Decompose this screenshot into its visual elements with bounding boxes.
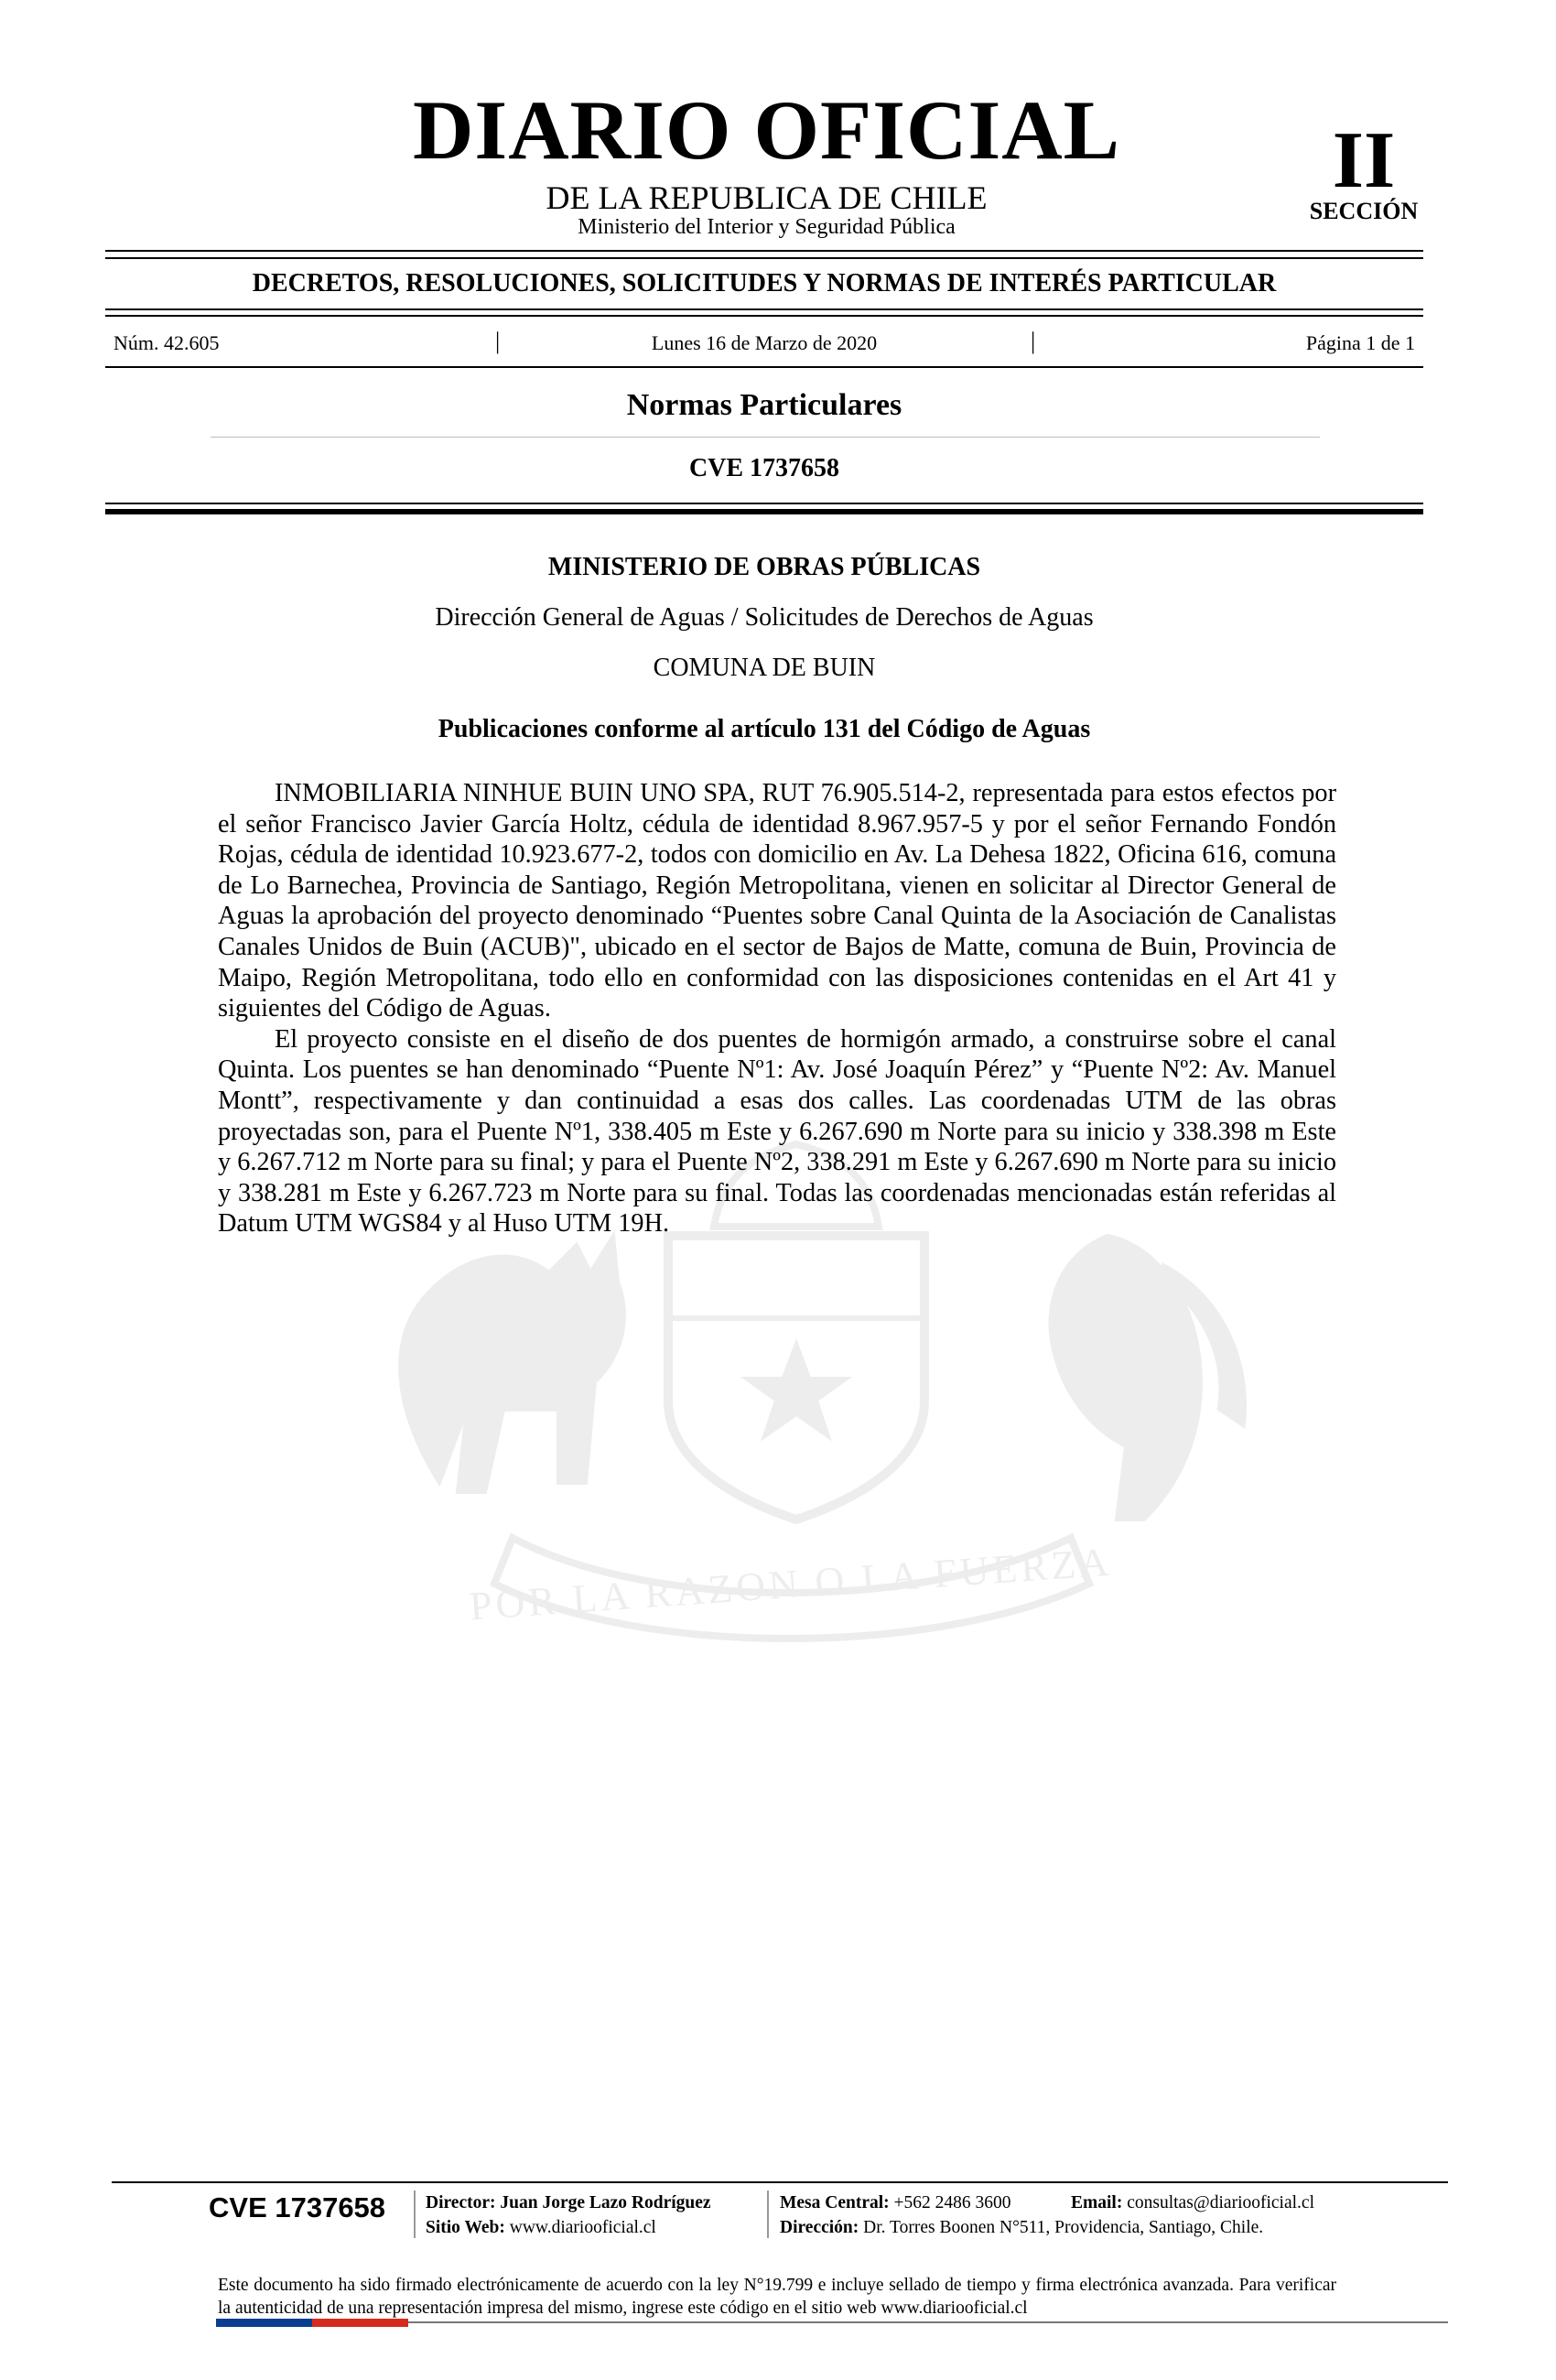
footer-site: [426, 2219, 656, 2237]
footer-divider: [767, 2191, 769, 2238]
flag-bar-blue: [216, 2319, 312, 2327]
section-title-rule: [211, 437, 1320, 438]
footer-top-rule: [112, 2181, 1448, 2183]
ministry-heading: MINISTERIO DE OBRAS PÚBLICAS: [547, 553, 981, 581]
phone-label: Mesa Central:: [780, 2193, 890, 2212]
flag-bar-red: [312, 2319, 408, 2327]
banner-rule-1: [105, 308, 1423, 310]
director-label: Director:: [426, 2193, 496, 2212]
banner-rule-2: [105, 315, 1423, 317]
email-label: Email:: [1071, 2193, 1123, 2212]
masthead-rule-2: [105, 257, 1423, 259]
signature-note: Este documento ha sido firmado electrónicamente de acuerdo con la ley N°19.799 e incluye sellado de tiempo y firma electrónica avanzada. Para verificar la autenticidad de una representación impresa del mismo, ingrese este código en el sitio web www.diariooficial.cl: [218, 2276, 1336, 2318]
masthead-title: DIARIO OFICIAL: [412, 83, 1121, 177]
footer-director: [426, 2194, 711, 2212]
header-rule-thick: [105, 509, 1423, 514]
footer-phone: [780, 2194, 1011, 2212]
address-label: Dirección:: [780, 2218, 859, 2237]
meta-separator: |: [1031, 328, 1036, 354]
section-banner: DECRETOS, RESOLUCIONES, SOLICITUDES Y NORMAS DE INTERÉS PARTICULAR: [252, 269, 1277, 298]
director-name: Juan Jorge Lazo Rodríguez: [500, 2193, 711, 2212]
footer-address: [780, 2219, 1263, 2237]
footer-divider: [414, 2191, 416, 2238]
body-paragraph-2: El proyecto consiste en el diseño de dos puentes de hormigón armado, a construirse sobre el canal Quinta. Los puentes se han denominado “Puente Nº1: Av. José Joaquín Pérez” y “Puente Nº2: Av. Manuel Montt”, respectivamente y dan continuidad a esas dos calles. Las coordenadas UTM de las obras proyectadas son, para el Puente Nº1, 338.405 m Este y 6.267.690 m Norte para su inicio y 338.398 m Este y 6.267.712 m Norte para su final; y para el Puente Nº2, 338.291 m Este y 6.267.690 m Norte para su inicio y 338.281 m Este y 6.267.723 m Norte para su final. Todas las coordenadas mencionadas están referidas al Datum UTM WGS84 y al Huso UTM 19H.: [218, 1024, 1336, 1239]
masthead-rule-1: [105, 250, 1423, 252]
meta-rule: [105, 366, 1423, 368]
section-title: Normas Particulares: [626, 388, 902, 422]
publication-heading: Publicaciones conforme al artículo 131 del Código de Aguas: [438, 715, 1091, 743]
address-value: Dr. Torres Boonen N°511, Providencia, Santiago, Chile.: [863, 2218, 1264, 2237]
footer-cve: CVE 1737658: [209, 2191, 386, 2223]
direction-heading: Dirección General de Aguas / Solicitudes de Derechos de Aguas: [435, 603, 1094, 632]
section-label: SECCIÓN: [1309, 198, 1419, 224]
site-link[interactable]: www.diariooficial.cl: [509, 2218, 656, 2237]
page-indicator: Página 1 de 1: [1305, 331, 1415, 354]
body-paragraph-1: INMOBILIARIA NINHUE BUIN UNO SPA, RUT 76.905.514-2, representada para estos efectos por el señor Francisco Javier García Holtz, cédula de identidad 8.967.957-5 y por el señor Fernando Fondón Rojas, cédula de identidad 10.923.677-2, todos con domicilio en Av. La Dehesa 1822, Oficina 616, comuna de Lo Barnechea, Provincia de Santiago, Región Metropolitana, vienen en solicitar al Director General de Aguas la aprobación del proyecto denominado “Puentes sobre Canal Quinta de la Asociación de Canalistas Canales Unidos de Buin (ACUB)", ubicado en el sector de Bajos de Matte, comuna de Buin, Provincia de Maipo, Región Metropolitana, todo ello en conformidad con las disposiciones contenidas en el Art 41 y siguientes del Código de Aguas.: [218, 779, 1336, 1023]
email-link[interactable]: consultas@diariooficial.cl: [1127, 2193, 1314, 2212]
document-body: [218, 778, 1336, 1239]
masthead-subtitle: DE LA REPUBLICA DE CHILE: [546, 179, 988, 216]
watermark-motto: POR LA RAZON O LA FUERZA: [468, 1539, 1114, 1629]
masthead-ministry: Ministerio del Interior y Seguridad Pública: [578, 215, 956, 239]
issue-number: Núm. 42.605: [113, 331, 220, 354]
phone-value: +562 2486 3600: [893, 2193, 1011, 2212]
cve-code: CVE 1737658: [688, 454, 840, 482]
footer-email: [1071, 2194, 1314, 2212]
meta-separator: |: [495, 328, 501, 354]
header-rule-thin: [105, 503, 1423, 504]
comuna-heading: COMUNA DE BUIN: [653, 654, 876, 682]
issue-date: Lunes 16 de Marzo de 2020: [651, 331, 878, 354]
section-numeral: II: [1332, 116, 1396, 205]
site-label: Sitio Web:: [426, 2218, 505, 2237]
